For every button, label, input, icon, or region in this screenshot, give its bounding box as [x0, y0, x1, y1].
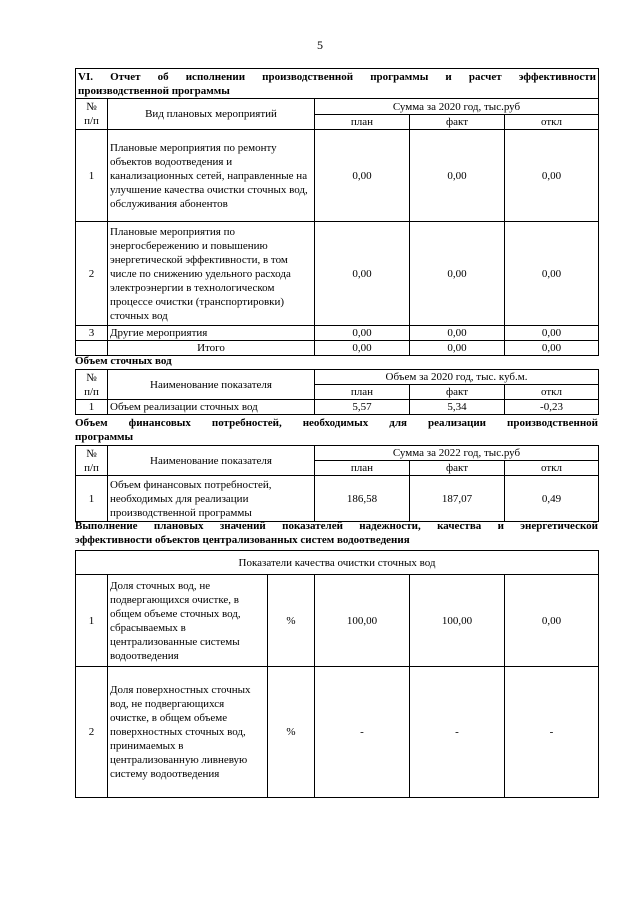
total-dev: 0,00 — [505, 341, 599, 356]
col-sum-header: Сумма за 2022 год, тыс.руб — [315, 446, 599, 461]
table-row — [76, 476, 599, 522]
row-plan: 0,00 — [315, 326, 410, 341]
row-name: Доля сточных вод, не подвергающихся очистке, в общем объеме сточных вод, сбрасываемых в централизованные системы водоотведения — [108, 575, 268, 667]
row-fact: - — [410, 667, 505, 798]
financial-title: Объем финансовых потребностей, необходимых для реализации производственной программы — [75, 417, 598, 443]
total-fact: 0,00 — [410, 341, 505, 356]
col-number-header: № п/п — [76, 99, 108, 130]
indicators-table — [75, 550, 599, 798]
col-plan-header: план — [315, 461, 410, 476]
table-row — [76, 575, 599, 667]
col-fact-header: факт — [410, 461, 505, 476]
col-name-header: Наименование показателя — [108, 446, 315, 476]
row-plan: 0,00 — [315, 222, 410, 326]
row-name: Плановые мероприятия по энергосбережению и повышению энергетической эффективности, в том числе по снижению удельного расхода электроэнергии в технологическом процессе очистки (транспортировки) сточных вод — [108, 222, 315, 326]
row-number: 1 — [76, 130, 108, 222]
row-fact: 0,00 — [410, 222, 505, 326]
row-dev: 0,49 — [505, 476, 599, 522]
row-number: 1 — [76, 476, 108, 522]
row-dev: 0,00 — [505, 575, 599, 667]
row-number: 2 — [76, 667, 108, 798]
section-title: VI. Отчет об исполнении производственной программы и расчет эффективности производственной программы — [76, 69, 599, 99]
col-dev-header: откл — [505, 461, 599, 476]
row-dev: 0,00 — [505, 130, 599, 222]
col-dev-header: откл — [505, 385, 599, 400]
col-name-header: Вид плановых мероприятий — [108, 99, 315, 130]
row-unit: % — [268, 667, 315, 798]
row-name: Доля поверхностных сточных вод, не подвергающихся очистке, в общем объеме поверхностных сточных вод, принимаемых в централизованную ливневую систему водоотведения — [108, 667, 268, 798]
col-plan-header: план — [315, 385, 410, 400]
col-plan-header: план — [315, 115, 410, 130]
total-label: Итого — [108, 341, 315, 356]
row-fact: 187,07 — [410, 476, 505, 522]
row-plan: - — [315, 667, 410, 798]
row-fact: 100,00 — [410, 575, 505, 667]
page-number: 5 — [317, 38, 323, 52]
indicators-title: Выполнение плановых значений показателей надежности, качества и энергетической эффективности объектов централизованных систем водоотведения — [75, 520, 598, 546]
table-row — [76, 400, 599, 415]
col-sum-header: Объем за 2020 год, тыс. куб.м. — [315, 370, 599, 385]
row-name: Объем реализации сточных вод — [108, 400, 315, 415]
row-dev: - — [505, 667, 599, 798]
row-dev: 0,00 — [505, 222, 599, 326]
row-plan: 100,00 — [315, 575, 410, 667]
row-unit: % — [268, 575, 315, 667]
row-fact: 0,00 — [410, 130, 505, 222]
table-row — [76, 130, 599, 222]
table-row — [76, 326, 599, 341]
table-row — [76, 222, 599, 326]
row-number: 3 — [76, 326, 108, 341]
row-number: 2 — [76, 222, 108, 326]
total-plan: 0,00 — [315, 341, 410, 356]
production-program-table — [75, 68, 599, 356]
wastewater-title: Объем сточных вод — [75, 355, 172, 367]
indicators-subheader: Показатели качества очистки сточных вод — [76, 551, 599, 575]
col-dev-header: откл — [505, 115, 599, 130]
row-name: Объем финансовых потребностей, необходимых для реализации производственной программы — [108, 476, 315, 522]
table-row — [76, 667, 599, 798]
col-name-header: Наименование показателя — [108, 370, 315, 400]
col-sum-header: Сумма за 2020 год, тыс.руб — [315, 99, 599, 115]
row-plan: 186,58 — [315, 476, 410, 522]
financial-table — [75, 445, 599, 522]
row-plan: 5,57 — [315, 400, 410, 415]
col-number-header: № п/п — [76, 370, 108, 400]
row-dev: 0,00 — [505, 326, 599, 341]
row-number: 1 — [76, 400, 108, 415]
row-name: Другие мероприятия — [108, 326, 315, 341]
col-number-header: № п/п — [76, 446, 108, 476]
col-fact-header: факт — [410, 385, 505, 400]
row-plan: 0,00 — [315, 130, 410, 222]
row-dev: -0,23 — [505, 400, 599, 415]
row-fact: 0,00 — [410, 326, 505, 341]
wastewater-table — [75, 369, 599, 415]
row-fact: 5,34 — [410, 400, 505, 415]
row-number: 1 — [76, 575, 108, 667]
row-name: Плановые мероприятия по ремонту объектов водоотведения и канализационных сетей, направленные на улучшение качества очистки сточных вод, обслуживания абонентов — [108, 130, 315, 222]
col-fact-header: факт — [410, 115, 505, 130]
